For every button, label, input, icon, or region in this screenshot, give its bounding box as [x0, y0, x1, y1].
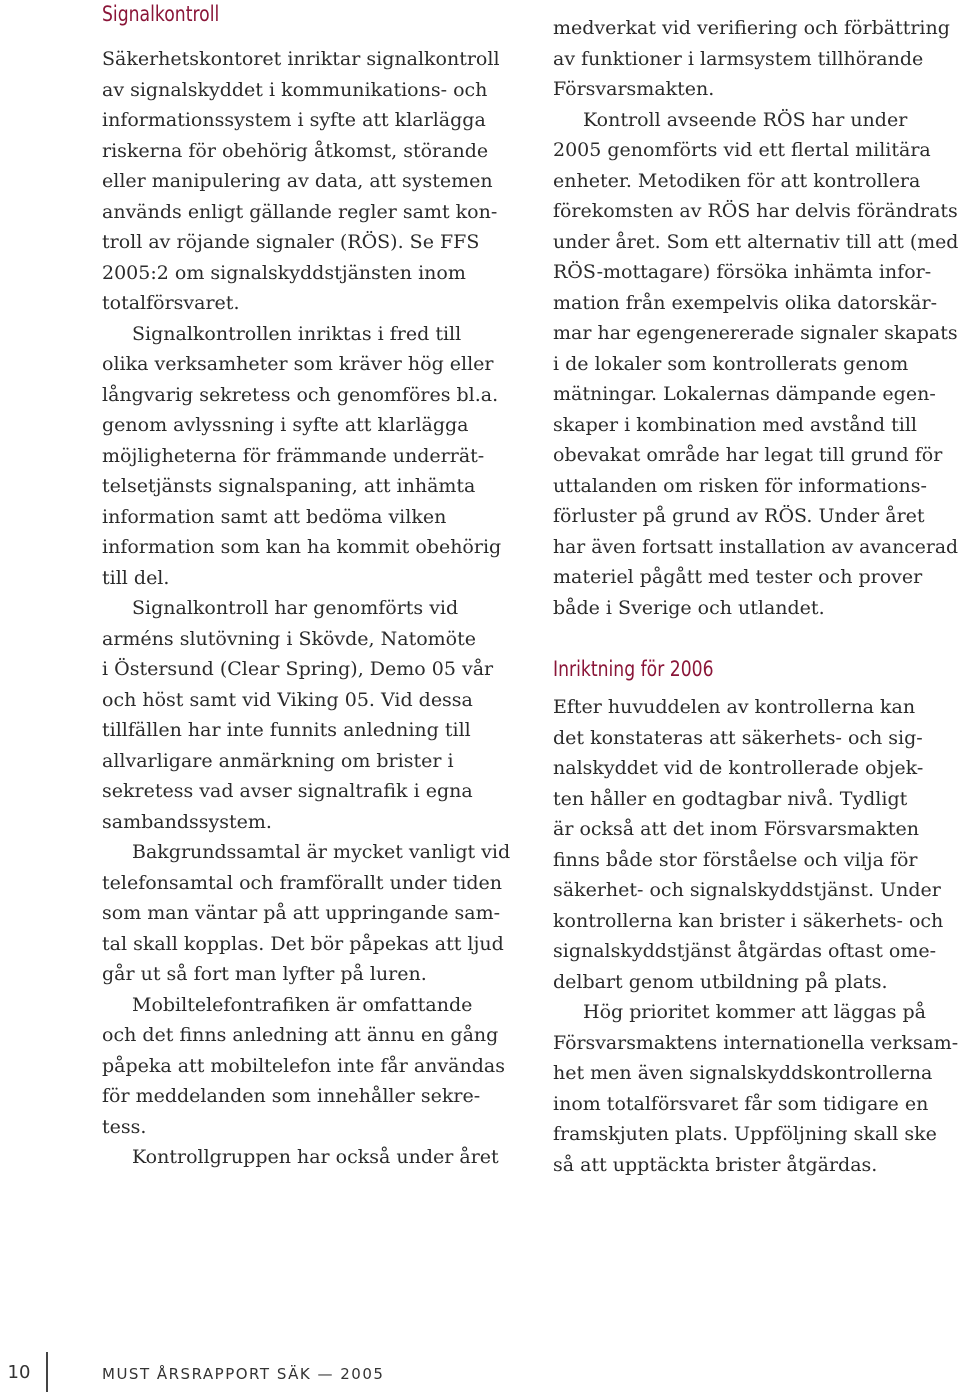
text-line: framskjuten plats. Uppföljning skall ske: [553, 1123, 937, 1145]
text-line: olika verksamheter som kräver hög eller: [102, 353, 494, 375]
text-line: finns både stor förståelse och vilja för: [553, 848, 918, 871]
text-line: ten håller en godtagbar nivå. Tydligt: [553, 787, 908, 810]
text-line: det konstateras att säkerhets- och sig-: [553, 726, 923, 749]
section-heading-signalkontroll: Signalkontroll: [102, 2, 220, 26]
text-line: mätningar. Lokalernas dämpande egen-: [553, 383, 936, 405]
text-line: Kontrollgruppen har också under året: [132, 1146, 499, 1168]
text-line: skaper i kombination med avstånd till: [553, 413, 917, 436]
text-line: förekomsten av RÖS har delvis förändrats: [553, 200, 958, 222]
text-line: möjligheterna för främmande underrät-: [102, 444, 485, 467]
text-line: eller manipulering av data, att systemen: [102, 170, 493, 192]
right-body-text-a: [553, 13, 958, 623]
text-line: av funktioner i larmsystem tillhörande: [553, 47, 924, 70]
text-line: till del.: [102, 566, 170, 589]
text-line: informationssystem i syfte att klarlägga: [102, 109, 486, 131]
right-body-text-b: [553, 692, 958, 1180]
text-line: troll av röjande signaler (RÖS). Se FFS: [102, 231, 480, 253]
text-line: Försvarsmakten.: [553, 78, 715, 100]
text-line: totalförsvaret.: [102, 292, 240, 314]
text-line: används enligt gällande regler samt kon-: [102, 200, 498, 223]
text-line: riskerna för obehörig åtkomst, störande: [102, 139, 489, 162]
text-line: allvarligare anmärkning om brister i: [102, 749, 454, 772]
text-line: och det finns anledning att ännu en gång: [102, 1024, 499, 1046]
text-line: sambandssystem.: [102, 810, 272, 833]
text-line: materiel pågått med tester och prover: [553, 566, 923, 588]
text-line: i de lokaler som kontrollerats genom: [553, 352, 909, 375]
text-line: påpeka att mobiltelefon inte får användas: [102, 1054, 505, 1077]
text-line: enheter. Metodiken för att kontrollera: [553, 169, 921, 192]
text-line: långvarig sekretess och genomföres bl.a.: [102, 383, 499, 406]
text-line: RÖS-mottagare) försöka inhämta infor-: [553, 261, 932, 283]
text-line: arméns slutövning i Skövde, Natomöte: [102, 627, 476, 650]
text-line: så att upptäckta brister åtgärdas.: [553, 1153, 878, 1176]
text-line: är också att det inom Försvarsmakten: [553, 818, 919, 840]
text-line: 2005 genomförts vid ett flertal militära: [553, 139, 931, 161]
text-line: Försvarsmaktens internationella verksam-: [553, 1031, 959, 1054]
text-line: sekretess vad avser signaltrafik i egna: [102, 780, 473, 802]
text-line: het men även signalskyddskontrollerna: [553, 1062, 933, 1084]
text-line: har även fortsatt installation av avancerad: [553, 535, 959, 558]
text-line: kontrollerna kan brister i säkerhets- och: [553, 909, 944, 932]
text-line: tess.: [102, 1115, 147, 1138]
text-line: och höst samt vid Viking 05. Vid dessa: [102, 688, 473, 711]
text-line: förluster på grund av RÖS. Under året: [553, 505, 925, 527]
text-line: inom totalförsvaret får som tidigare en: [553, 1092, 929, 1115]
left-body-text: [102, 44, 510, 1173]
text-line: information som kan ha kommit obehörig: [102, 536, 502, 558]
text-line: genom avlyssning i syfte att klarlägga: [102, 414, 469, 436]
text-line: för meddelanden som innehåller sekre-: [102, 1085, 481, 1107]
text-line: uttalanden om risken för informations-: [553, 474, 927, 497]
text-line: Signalkontroll har genomförts vid: [132, 597, 459, 619]
right-column: [553, 0, 958, 1180]
text-line: Signalkontrollen inriktas i fred till: [132, 322, 462, 345]
text-line: 2005:2 om signalskyddstjänsten inom: [102, 261, 466, 284]
text-line: i Östersund (Clear Spring), Demo 05 vår: [102, 658, 494, 680]
text-line: går ut så fort man lyfter på luren.: [102, 963, 427, 985]
text-line: Säkerhetskontoret inriktar signalkontroll: [102, 48, 500, 70]
text-line: mation från exempelvis olika datorskär-: [553, 291, 938, 314]
running-head: MUST ÅRSRAPPORT SÄK — 2005: [102, 1365, 385, 1383]
text-line: Bakgrundssamtal är mycket vanligt vid: [132, 841, 511, 863]
text-line: delbart genom utbildning på plats.: [553, 970, 888, 993]
text-line: obevakat område har legat till grund för: [553, 444, 943, 466]
text-line: av signalskyddet i kommunikations- och: [102, 78, 488, 101]
text-line: både i Sverige och utlandet.: [553, 596, 825, 619]
text-line: nalskyddet vid de kontrollerade objek-: [553, 757, 924, 779]
text-line: telefonsamtal och framförallt under tiden: [102, 871, 502, 894]
text-line: Kontroll avseende RÖS har under: [583, 108, 908, 131]
text-line: under året. Som ett alternativ till att (med: [553, 230, 959, 253]
text-line: Efter huvuddelen av kontrollerna kan: [553, 696, 916, 718]
text-line: tillfällen har inte funnits anledning till: [102, 719, 471, 741]
text-line: mar har egengenererade signaler skapats: [553, 322, 958, 344]
text-line: medverkat vid verifiering och förbättring: [553, 17, 950, 39]
text-line: säkerhet- och signalskyddstjänst. Under: [553, 879, 941, 901]
text-line: Mobiltelefontrafiken är omfattande: [132, 993, 473, 1016]
text-line: information samt att bedöma vilken: [102, 505, 447, 528]
text-line: telsetjänsts signalspaning, att inhämta: [102, 475, 476, 497]
page-footer: [0, 1352, 960, 1392]
section-heading-inriktning: Inriktning för 2006: [553, 657, 714, 681]
footer-divider: [46, 1352, 48, 1392]
text-line: som man väntar på att uppringande sam-: [102, 902, 501, 924]
text-line: Hög prioritet kommer att läggas på: [583, 1001, 927, 1023]
text-line: signalskyddstjänst åtgärdas oftast ome-: [553, 940, 937, 962]
page-number: 10: [7, 1362, 31, 1383]
text-line: tal skall kopplas. Det bör påpekas att ljud: [102, 932, 504, 955]
